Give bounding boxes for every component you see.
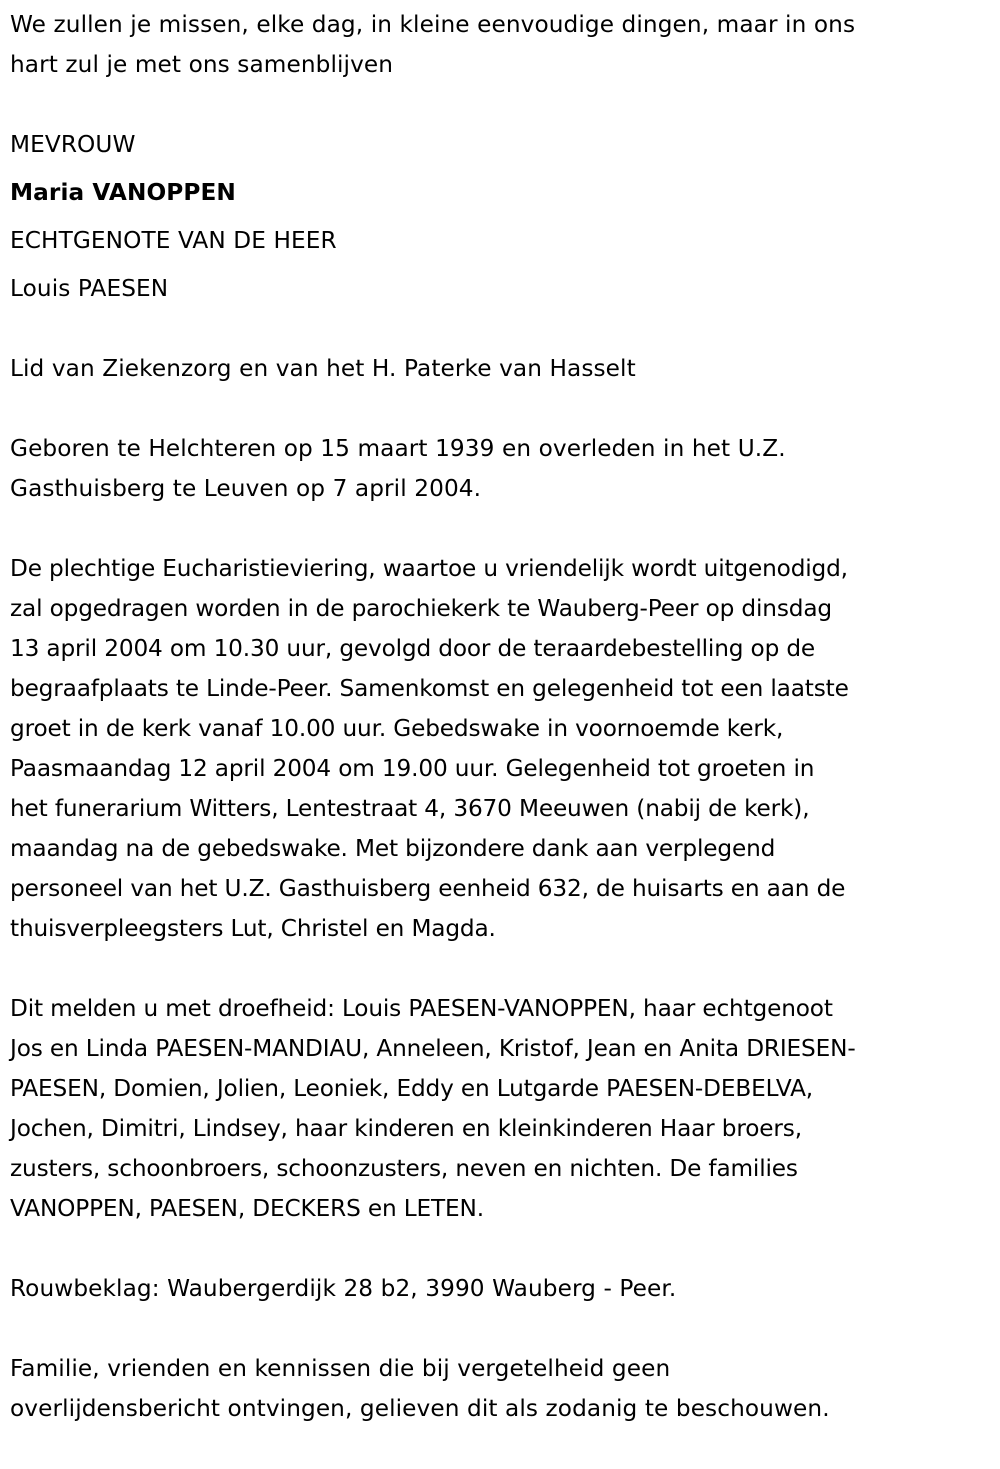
closing-line: overlijdensbericht ontvingen, gelieven dit als zodanig te beschouwen. bbox=[10, 1395, 830, 1422]
membership-line: Lid van Ziekenzorg en van het H. Paterke van Hasselt bbox=[10, 355, 636, 382]
birth-death-line: Gasthuisberg te Leuven op 7 april 2004. bbox=[10, 475, 482, 502]
ceremony-line: groet in de kerk vanaf 10.00 uur. Gebedswake in voornoemde kerk, bbox=[10, 715, 784, 742]
title-prefix: MEVROUW bbox=[10, 131, 136, 158]
ceremony-line: personeel van het U.Z. Gasthuisberg eenheid 632, de huisarts en aan de bbox=[10, 875, 846, 902]
family-line: Jos en Linda PAESEN-MANDIAU, Anneleen, Kristof, Jean en Anita DRIESEN- bbox=[10, 1035, 856, 1062]
intro-line: hart zul je met ons samenblijven bbox=[10, 51, 394, 78]
ceremony-paragraph bbox=[10, 549, 995, 949]
ceremony-line: Paasmaandag 12 april 2004 om 19.00 uur. Gelegenheid tot groeten in bbox=[10, 755, 815, 782]
relation-text: ECHTGENOTE VAN DE HEER bbox=[10, 227, 337, 254]
ceremony-line: thuisverpleegsters Lut, Christel en Magda. bbox=[10, 915, 496, 942]
family-paragraph bbox=[10, 989, 995, 1229]
ceremony-line: De plechtige Eucharistieviering, waartoe u vriendelijk wordt uitgenodigd, bbox=[10, 555, 848, 582]
birth-death-paragraph bbox=[10, 429, 995, 509]
family-line: zusters, schoonbroers, schoonzusters, neven en nichten. De families bbox=[10, 1155, 798, 1182]
family-line: Jochen, Dimitri, Lindsey, haar kinderen en kleinkinderen Haar broers, bbox=[10, 1115, 802, 1142]
ceremony-line: maandag na de gebedswake. Met bijzondere dank aan verplegend bbox=[10, 835, 776, 862]
address-paragraph bbox=[10, 1269, 995, 1309]
intro-line: We zullen je missen, elke dag, in kleine eenvoudige dingen, maar in ons bbox=[10, 11, 856, 38]
family-line: VANOPPEN, PAESEN, DECKERS en LETEN. bbox=[10, 1195, 484, 1222]
ceremony-line: zal opgedragen worden in de parochiekerk te Wauberg-Peer op dinsdag bbox=[10, 595, 832, 622]
intro-paragraph bbox=[10, 5, 995, 85]
header-block bbox=[10, 125, 995, 309]
obituary-text bbox=[10, 5, 995, 1469]
ceremony-line: het funerarium Witters, Lentestraat 4, 3670 Meeuwen (nabij de kerk), bbox=[10, 795, 810, 822]
membership-paragraph bbox=[10, 349, 995, 389]
ceremony-line: 13 april 2004 om 10.30 uur, gevolgd door de teraardebestelling op de bbox=[10, 635, 816, 662]
spouse-name: Louis PAESEN bbox=[10, 275, 169, 302]
deceased-name: Maria VANOPPEN bbox=[10, 179, 236, 206]
address-line: Rouwbeklag: Waubergerdijk 28 b2, 3990 Wauberg - Peer. bbox=[10, 1275, 677, 1302]
ceremony-line: begraafplaats te Linde-Peer. Samenkomst en gelegenheid tot een laatste bbox=[10, 675, 849, 702]
family-line: Dit melden u met droefheid: Louis PAESEN-VANOPPEN, haar echtgenoot bbox=[10, 995, 833, 1022]
family-line: PAESEN, Domien, Jolien, Leoniek, Eddy en Lutgarde PAESEN-DEBELVA, bbox=[10, 1075, 813, 1102]
birth-death-line: Geboren te Helchteren op 15 maart 1939 en overleden in het U.Z. bbox=[10, 435, 786, 462]
closing-line: Familie, vrienden en kennissen die bij vergetelheid geen bbox=[10, 1355, 671, 1382]
closing-paragraph bbox=[10, 1349, 995, 1429]
